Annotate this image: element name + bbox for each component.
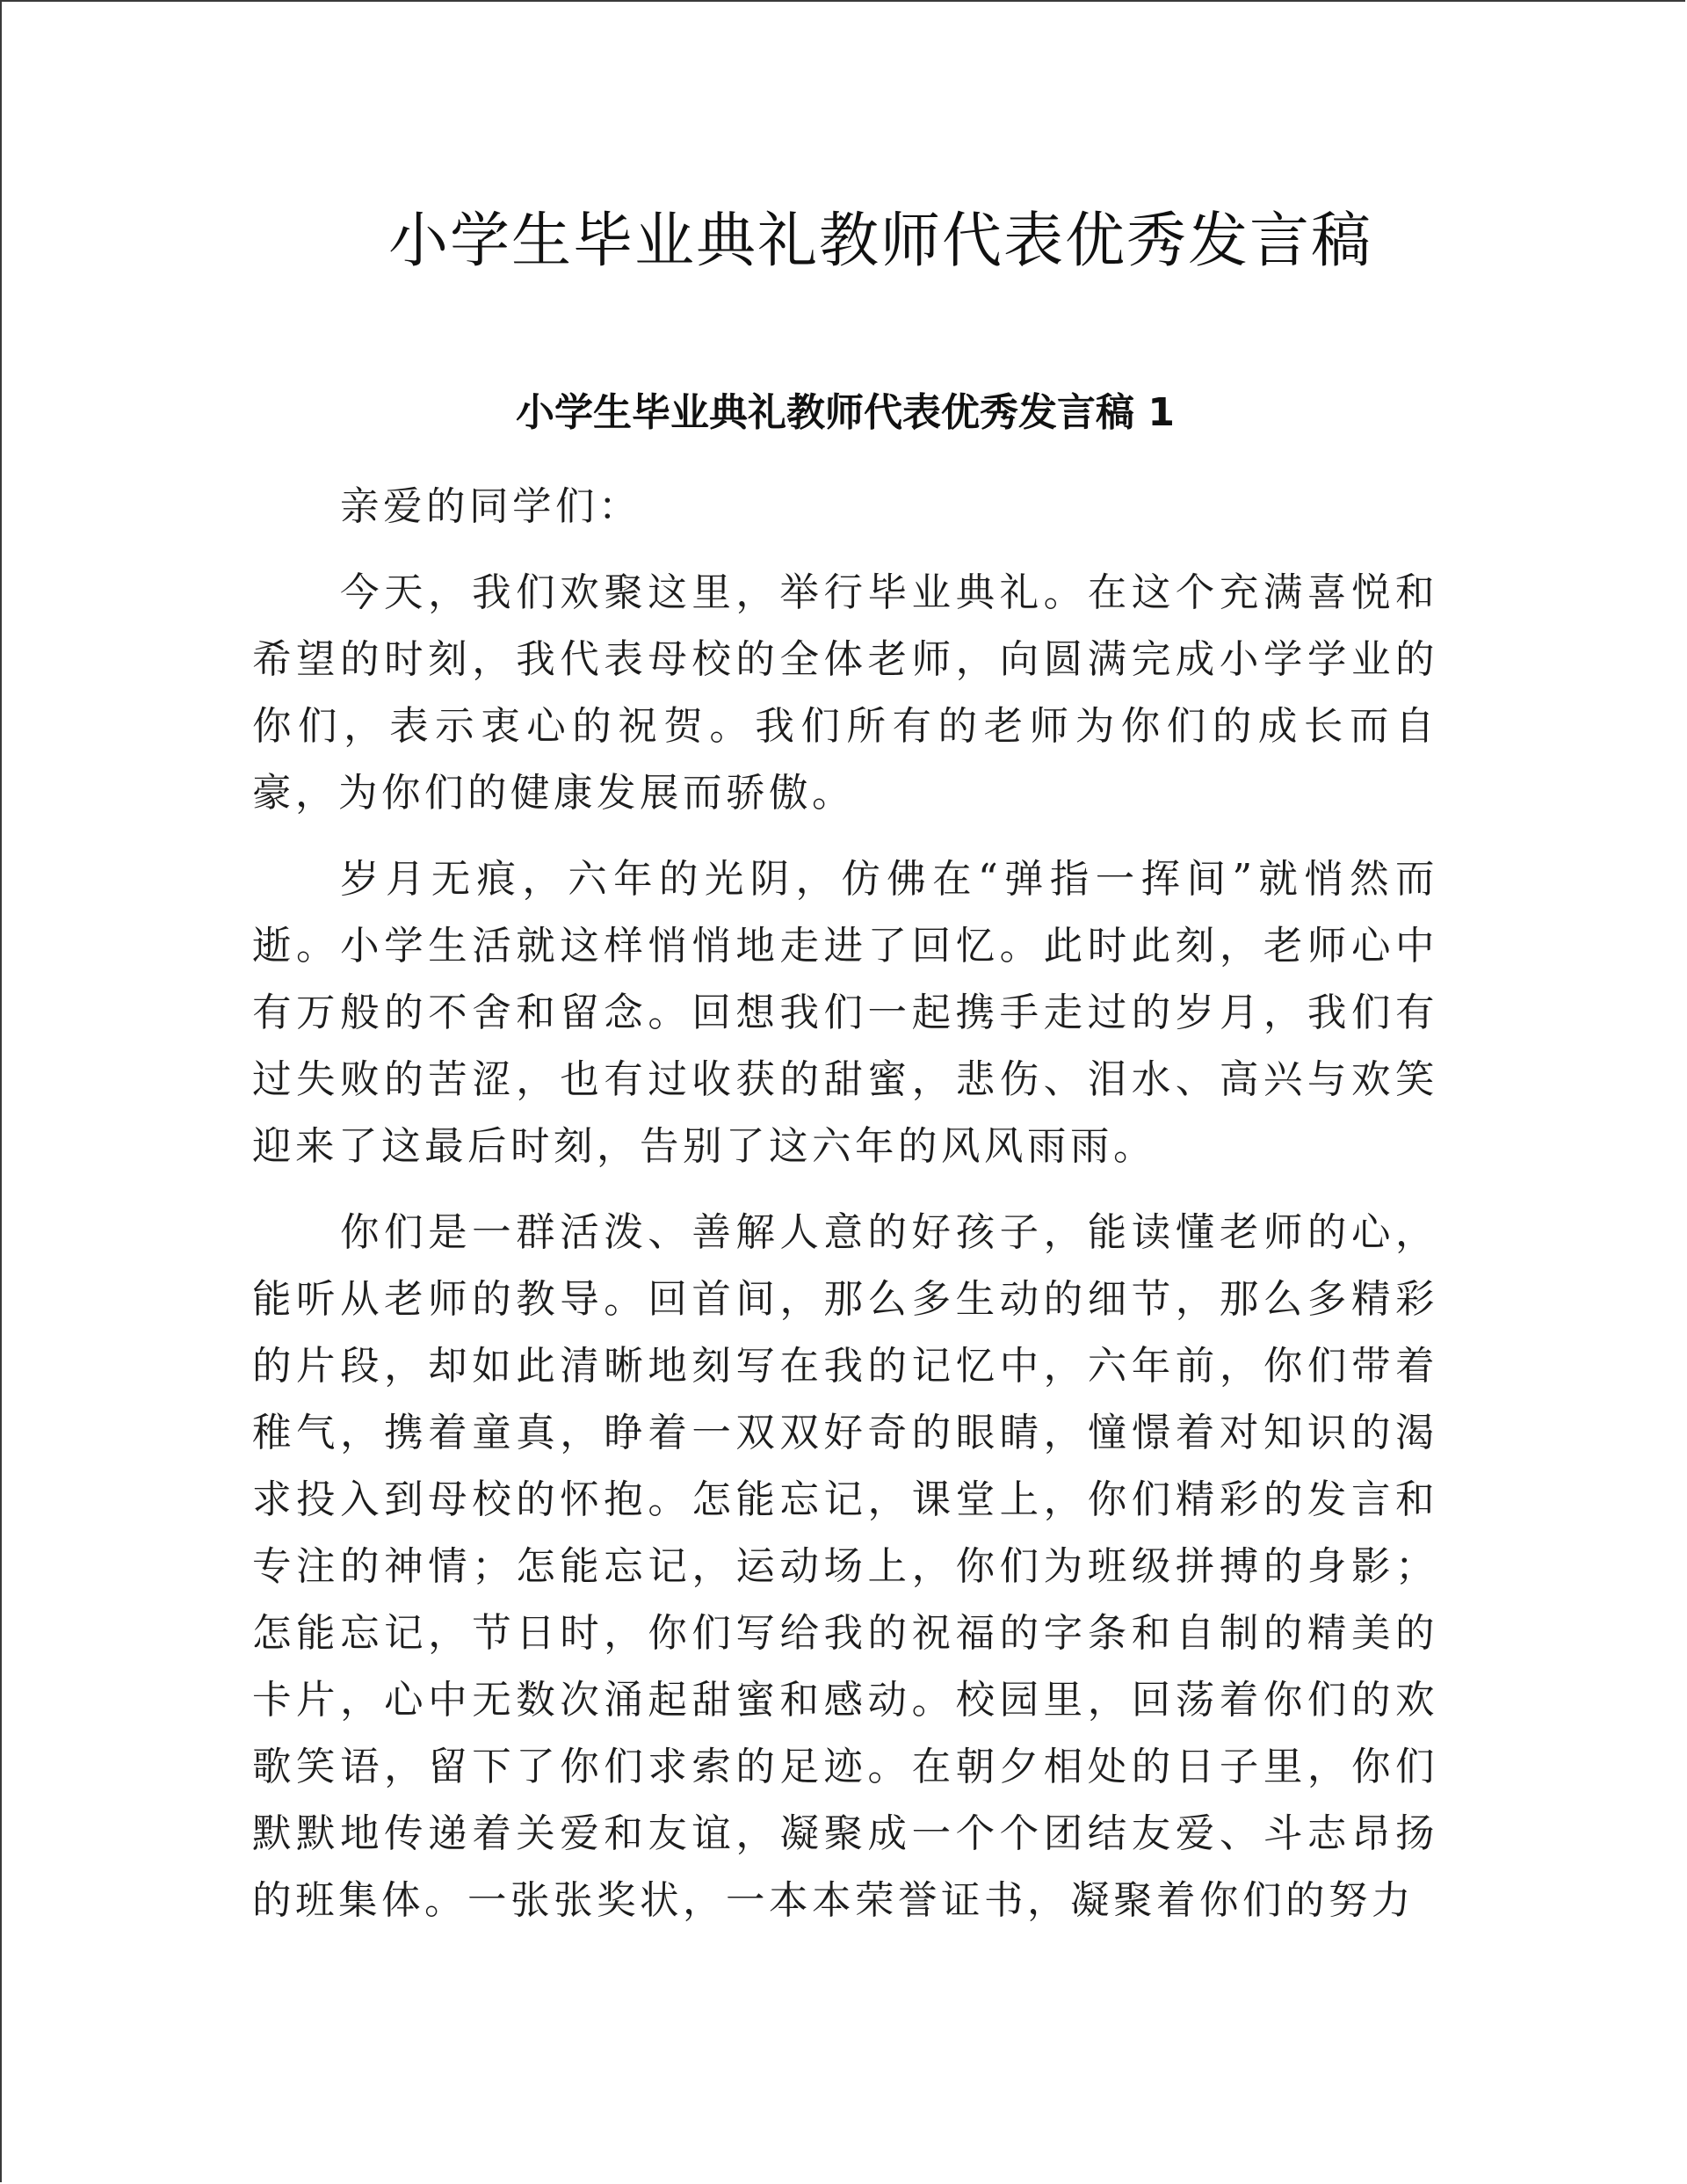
paragraph: 你们是一群活泼、善解人意的好孩子，能读懂老师的心，能听从老师的教导。回首间，那么多生动的细节，那么多精彩的片段，却如此清晰地刻写在我的记忆中，六年前，你们带着稚气，携着童真，睁着一双双好奇的眼睛，憧憬着对知识的渴求投入到母校的怀抱。怎能忘记，课堂上，你们精彩的发言和专注的神情；怎能忘记，运动场上，你们为班级拼搏的身影；怎能忘记，节日时，你们写给我的祝福的字条和自制的精美的卡片，心中无数次涌起甜蜜和感动。校园里，回荡着你们的欢歌笑语，留下了你们求索的足迹。在朝夕相处的日子里，你们默默地传递着关爱和友谊，凝聚成一个个团结友爱、斗志昂扬的班集体。一张张奖状，一本本荣誉证书，凝聚着你们的努力: [252, 1210, 1438, 1923]
paragraph: 岁月无痕，六年的光阴，仿佛在“弹指一挥间”就悄然而逝。小学生活就这样悄悄地走进了回忆。此时此刻，老师心中有万般的不舍和留念。回想我们一起携手走过的岁月，我们有过失败的苦涩，也有过收获的甜蜜，悲伤、泪水、高兴与欢笑迎来了这最后时刻，告别了这六年的风风雨雨。: [252, 857, 1438, 1169]
paragraph: 今天，我们欢聚这里，举行毕业典礼。在这个充满喜悦和希望的时刻，我代表母校的全体老师，向圆满完成小学学业的你们，表示衷心的祝贺。我们所有的老师为你们的成长而自豪，为你们的健康发展而骄傲。: [252, 570, 1438, 816]
section-heading: 小学生毕业典礼教师代表优秀发言稿 1: [516, 390, 1175, 435]
document-body: [252, 474, 1438, 1954]
document-title: 小学生毕业典礼教师代表优秀发言稿: [387, 207, 1372, 276]
salutation: 亲爱的同学们：: [340, 484, 642, 529]
